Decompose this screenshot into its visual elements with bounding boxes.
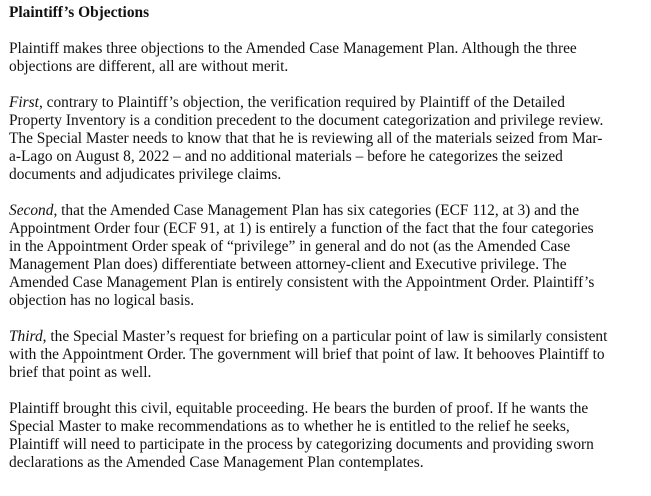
conclusion-paragraph <box>9 400 645 472</box>
third-objection-paragraph <box>9 328 645 382</box>
paragraph-line <box>9 94 645 112</box>
paragraph-line <box>9 328 645 346</box>
paragraph-line: brief that point as well. <box>9 364 152 381</box>
first-objection-paragraph <box>9 94 645 184</box>
document-heading: Plaintiff’s Objections <box>9 4 150 21</box>
paragraph-line: Plaintiff brought this civil, equitable proceeding. He bears the burden of proof. If he wants the <box>9 400 589 417</box>
paragraph-line-text: , the Special Master’s request for briefing on a particular point of law is similarly consistent <box>42 328 608 345</box>
paragraph-line: Property Inventory is a condition precedent to the document categorization and privilege review. <box>9 112 604 129</box>
paragraph-line: declarations as the Amended Case Management Plan contemplates. <box>9 454 424 471</box>
paragraph-line: Special Master to make recommendations as to whether he is entitled to the relief he seeks, <box>9 418 570 435</box>
paragraph-line: with the Appointment Order. The government will brief that point of law. It behooves Plaintiff to <box>9 346 605 363</box>
paragraph-lead-word: Second <box>9 202 54 219</box>
paragraph-line-text: , that the Amended Case Management Plan has six categories (ECF 112, at 3) and the <box>53 202 580 219</box>
paragraph-line-text: , contrary to Plaintiff’s objection, the verification required by Plaintiff of the Detailed <box>38 94 565 111</box>
paragraph-line: Management Plan does) differentiate between attorney-client and Executive privilege. The <box>9 256 567 273</box>
paragraph-line: objections are different, all are without merit. <box>9 58 289 75</box>
paragraph-line: The Special Master needs to know that that he is reviewing all of the materials seized from Mar- <box>9 130 603 147</box>
paragraph-line: objection has no logical basis. <box>9 292 195 309</box>
document-page <box>9 4 645 490</box>
paragraph-line: a-Lago on August 8, 2022 – and no additional materials – before he categorizes the seized <box>9 148 563 165</box>
paragraph-line: Amended Case Management Plan is entirely consistent with the Appointment Order. Plaintiff’s <box>9 274 595 291</box>
paragraph-line: Plaintiff makes three objections to the Amended Case Management Plan. Although the three <box>9 40 577 57</box>
paragraph-line: Plaintiff will need to participate in the process by categorizing documents and providing sworn <box>9 436 594 453</box>
paragraph-line: Appointment Order four (ECF 91, at 1) is entirely a function of the fact that the four categories <box>9 220 594 237</box>
second-objection-paragraph <box>9 202 645 310</box>
paragraph-line: documents and adjudicates privilege claims. <box>9 166 282 183</box>
paragraph-lead-word: First <box>9 94 39 111</box>
paragraph-line <box>9 202 645 220</box>
intro-paragraph <box>9 40 645 76</box>
paragraph-lead-word: Third <box>9 328 43 345</box>
paragraph-line: in the Appointment Order speak of “privilege” in general and do not (as the Amended Case <box>9 238 571 255</box>
